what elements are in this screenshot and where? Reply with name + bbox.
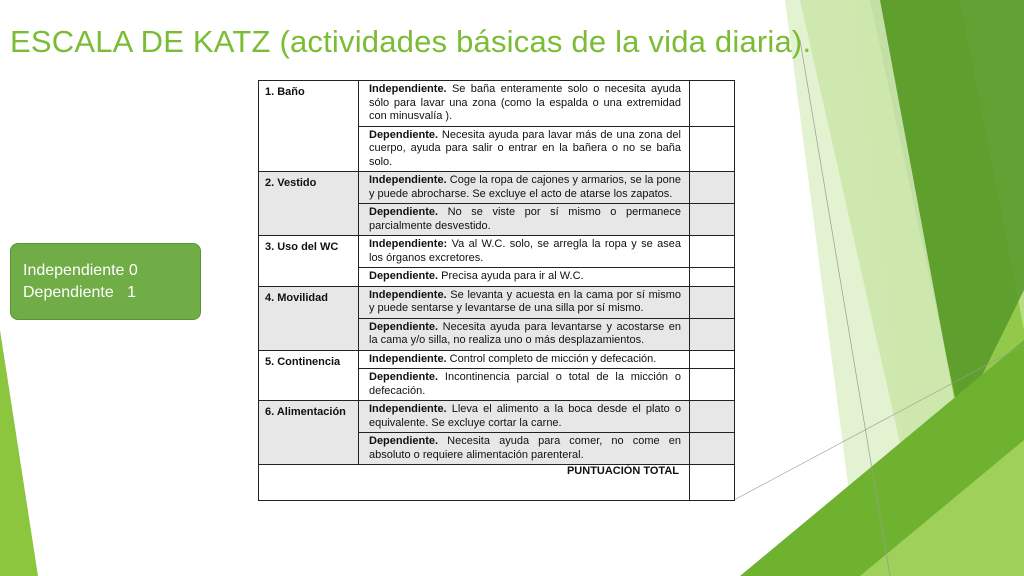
independent-description-cell bbox=[359, 172, 690, 204]
independent-description-cell bbox=[359, 401, 690, 433]
dependent-text: No se viste por sí mismo o permanece parcialmente desvestido. bbox=[369, 206, 681, 232]
independent-description-cell bbox=[359, 350, 690, 369]
independent-label: Independiente. bbox=[369, 174, 447, 186]
score-cell bbox=[690, 172, 735, 204]
score-cell bbox=[690, 286, 735, 318]
dependent-description-cell bbox=[359, 318, 690, 350]
dependent-label: Dependiente. bbox=[369, 128, 439, 141]
legend-independent: Independiente 0 bbox=[23, 262, 138, 279]
independent-text: Control completo de micción y defecación. bbox=[446, 352, 657, 365]
dependent-description-cell bbox=[359, 126, 690, 172]
left-green-sliver bbox=[0, 330, 38, 576]
independent-description-cell bbox=[359, 286, 690, 318]
independent-description-cell bbox=[359, 236, 690, 268]
category-cell: 2. Vestido bbox=[259, 172, 359, 236]
katz-table-container bbox=[258, 80, 734, 565]
dependent-label: Dependiente. bbox=[369, 206, 439, 218]
category-cell: 5. Continencia bbox=[259, 350, 359, 401]
independent-label: Independiente. bbox=[369, 288, 447, 301]
category-cell: 4. Movilidad bbox=[259, 286, 359, 350]
score-cell bbox=[690, 401, 735, 433]
score-cell bbox=[690, 268, 735, 287]
independent-label: Independiente. bbox=[369, 403, 447, 415]
independent-label: Independiente. bbox=[369, 83, 447, 95]
table-row bbox=[259, 286, 735, 318]
katz-table-body bbox=[259, 81, 735, 501]
dependent-description-cell bbox=[359, 204, 690, 236]
category-cell: 6. Alimentación bbox=[259, 401, 359, 465]
total-score-label: PUNTUACIÓN TOTAL bbox=[259, 465, 690, 501]
dependent-label: Dependiente. bbox=[369, 270, 439, 282]
table-row bbox=[259, 81, 735, 127]
score-cell bbox=[690, 236, 735, 268]
independent-text: Lleva el alimento a la boca desde el plato o equivalente. Se excluye cortar la carne. bbox=[369, 403, 681, 429]
dependent-description-cell bbox=[359, 369, 690, 401]
independent-description-cell bbox=[359, 81, 690, 127]
dependent-description-cell bbox=[359, 433, 690, 465]
independent-text: Se baña enteramente solo o necesita ayuda sólo para lavar una zona (como la espalda o una extremidad con minusvalía ). bbox=[369, 83, 681, 122]
dependent-text: Precisa ayuda para ir al W.C. bbox=[438, 270, 584, 282]
category-cell: 1. Baño bbox=[259, 81, 359, 172]
independent-text: Se levanta y acuesta en la cama por sí mismo y puede sentarse y levantarse de una silla por sí mismo. bbox=[369, 288, 681, 314]
katz-table bbox=[258, 80, 735, 501]
dependent-text: Necesita ayuda para comer, no come en absoluto o requiere alimentación parenteral. bbox=[369, 435, 681, 461]
score-cell bbox=[690, 81, 735, 127]
score-cell bbox=[690, 369, 735, 401]
dependent-label: Dependiente. bbox=[369, 320, 439, 333]
independent-text: Va al W.C. solo, se arregla la ropa y se asea los órganos excretores. bbox=[369, 238, 681, 264]
score-cell bbox=[690, 350, 735, 369]
legend-dependent: Dependiente 1 bbox=[23, 284, 136, 301]
total-score-cell bbox=[690, 465, 735, 501]
category-cell: 3. Uso del WC bbox=[259, 236, 359, 287]
dependent-text: Necesita ayuda para levantarse y acostarse en la cama y/o silla, no realiza uno o más desplazamientos. bbox=[369, 320, 681, 346]
independent-label: Independiente: bbox=[369, 238, 448, 250]
table-row bbox=[259, 350, 735, 369]
dependent-label: Dependiente. bbox=[369, 435, 439, 447]
total-row bbox=[259, 465, 735, 501]
score-cell bbox=[690, 318, 735, 350]
table-row bbox=[259, 401, 735, 433]
score-cell bbox=[690, 433, 735, 465]
independent-text: Coge la ropa de cajones y armarios, se la pone y puede abrocharse. Se excluye el acto de atarse los zapatos. bbox=[369, 174, 681, 200]
table-row bbox=[259, 172, 735, 204]
score-cell bbox=[690, 126, 735, 172]
dependent-text: Necesita ayuda para lavar más de una zona del cuerpo, ayuda para salir o entrar en la bañera o no se baña solo. bbox=[369, 128, 681, 168]
independent-label: Independiente. bbox=[369, 352, 447, 365]
score-legend-box bbox=[10, 243, 201, 320]
dependent-label: Dependiente. bbox=[369, 371, 439, 383]
table-row bbox=[259, 236, 735, 268]
dependent-description-cell bbox=[359, 268, 690, 287]
dependent-text: Incontinencia parcial o total de la micción o defecación. bbox=[369, 371, 681, 397]
slide-title: ESCALA DE KATZ (actividades básicas de la vida diaria). bbox=[10, 24, 812, 59]
score-cell bbox=[690, 204, 735, 236]
